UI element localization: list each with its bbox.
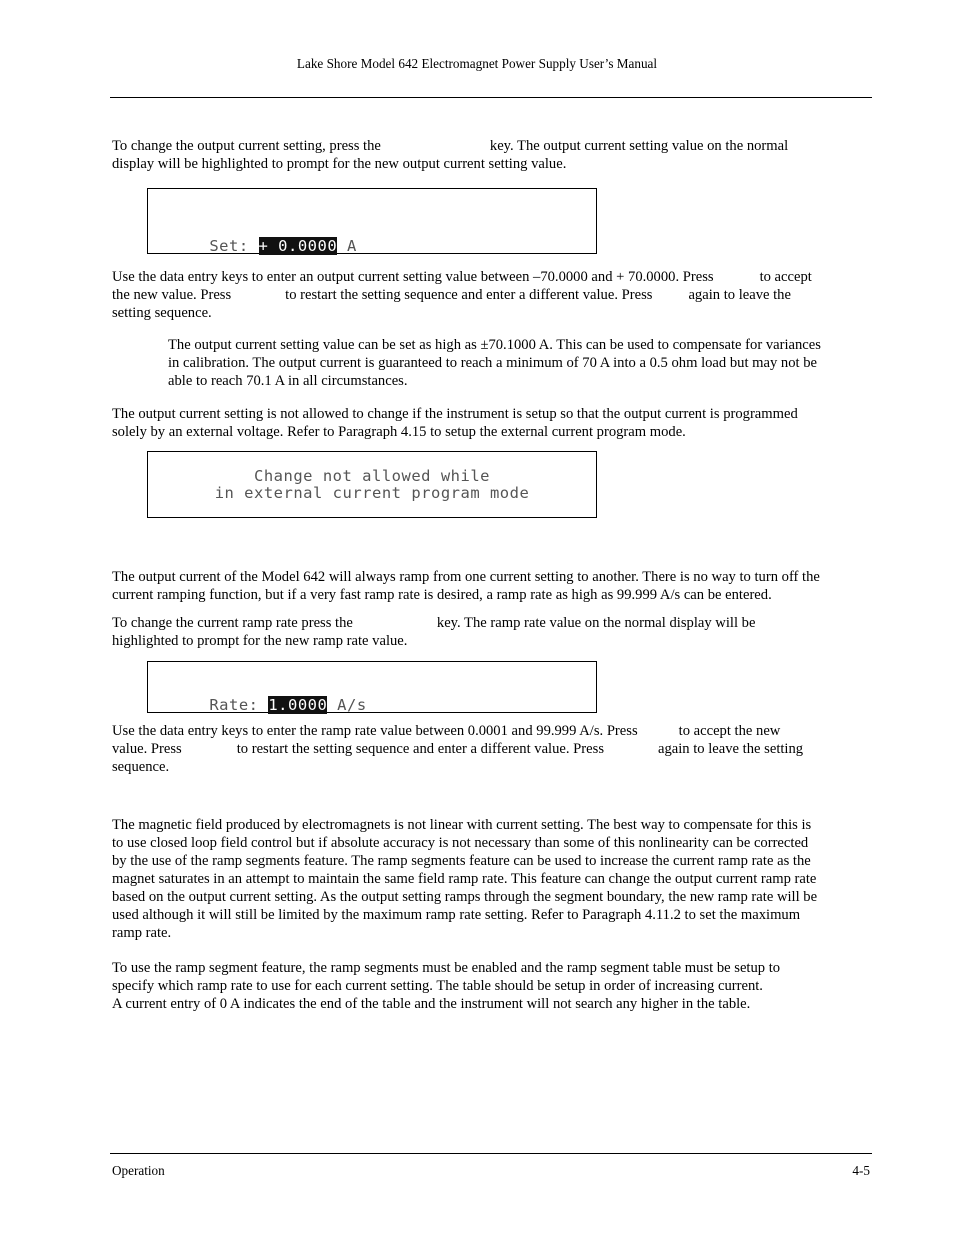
paragraph-data-entry-rate bbox=[112, 722, 872, 776]
text-line: key. The ramp rate value on the normal display will be bbox=[436, 615, 756, 631]
text-line: based on the output current setting. As the output setting ramps through the segment boundary, the new ramp rate will be bbox=[112, 889, 818, 905]
text-line: magnet saturates in an attempt to maintain the same field ramp rate. This feature can change the output current ramp rate bbox=[112, 871, 817, 887]
text-line: To change the output current setting, press the bbox=[112, 138, 381, 154]
text-line: Use the data entry keys to enter an output current setting value between –70.0000 and + 70.0000. Press bbox=[112, 269, 714, 285]
lcd-display-not-allowed bbox=[147, 451, 597, 518]
paragraph-data-entry-current bbox=[112, 268, 872, 322]
text-line: The magnetic field produced by electromagnets is not linear with current setting. The best way to compensate for this is bbox=[112, 817, 812, 833]
footer-section-name: Operation bbox=[112, 1163, 165, 1178]
lcd-label: Rate: bbox=[209, 696, 269, 714]
text-line: to restart the setting sequence and enter a different value. Press bbox=[236, 741, 604, 757]
text-line: The output current of the Model 642 will always ramp from one current setting to another. There is no way to turn off the bbox=[112, 569, 820, 585]
page-header: Lake Shore Model 642 Electromagnet Power Supply User’s Manual bbox=[296, 56, 658, 71]
text-line: used although it will still be limited by the maximum ramp rate setting. Refer to Paragraph 4.11.2 to set the maximum bbox=[112, 907, 801, 923]
lcd-line-1: Change not allowed while bbox=[254, 467, 490, 485]
text-line: To change the current ramp rate press the bbox=[112, 615, 353, 631]
text-line: to accept the new bbox=[678, 723, 781, 739]
paragraph-ramp-segments bbox=[112, 816, 872, 942]
text-line: A current entry of 0 A indicates the end of the table and the instrument will not search any higher in the table. bbox=[112, 996, 751, 1012]
lcd-display-rate bbox=[147, 661, 597, 713]
text-line: solely by an external voltage. Refer to Paragraph 4.15 to setup the external current program mode. bbox=[112, 424, 686, 440]
lcd-highlighted-value: + 0.0000 bbox=[258, 237, 338, 255]
lcd-display-set bbox=[147, 188, 597, 254]
text-line: Use the data entry keys to enter the ramp rate value between 0.0001 and 99.999 A/s. Press bbox=[112, 723, 638, 739]
text-line: specify which ramp rate to use for each current setting. The table should be setup in order of increasing current. bbox=[112, 978, 763, 994]
text-line: again to leave the setting bbox=[658, 741, 804, 757]
paragraph-change-current bbox=[112, 137, 872, 173]
lcd-unit: A bbox=[337, 237, 357, 255]
text-line: to restart the setting sequence and enter a different value. Press bbox=[285, 287, 653, 303]
text-line: The output current setting is not allowed to change if the instrument is setup so that the output current is programmed bbox=[112, 406, 798, 422]
text-line: to accept bbox=[759, 269, 812, 285]
text-line: value. Press bbox=[112, 741, 182, 757]
text-line: current ramping function, but if a very fast ramp rate is desired, a ramp rate as high as 99.999 A/s can be entered. bbox=[112, 587, 772, 603]
paragraph-change-rate bbox=[112, 614, 872, 650]
lcd-highlighted-value: 1.0000 bbox=[268, 696, 328, 714]
lcd-line-2: in external current program mode bbox=[214, 484, 530, 502]
text-line: setting sequence. bbox=[112, 305, 212, 321]
paragraph-external-program bbox=[112, 405, 872, 441]
text-line: in calibration. The output current is guaranteed to reach a minimum of 70 A into a 0.5 ohm load but may not be bbox=[168, 355, 818, 371]
text-line: highlighted to prompt for the new ramp rate value. bbox=[112, 633, 408, 649]
lcd-unit: A/s bbox=[327, 696, 367, 714]
paragraph-segment-table bbox=[112, 959, 872, 1013]
text-line: able to reach 70.1 A in all circumstances. bbox=[168, 373, 408, 389]
footer-rule bbox=[110, 1153, 872, 1154]
text-line: sequence. bbox=[112, 759, 170, 775]
text-line: key. The output current setting value on the normal bbox=[489, 138, 789, 154]
text-line: by the use of the ramp segments feature. The ramp segments feature can be used to increase the current ramp rate as the bbox=[112, 853, 811, 869]
lcd-label: Set: bbox=[209, 237, 259, 255]
text-line: The output current setting value can be set as high as ±70.1000 A. This can be used to compensate for variances bbox=[168, 337, 821, 353]
page-number: 4-5 bbox=[852, 1163, 870, 1178]
header-rule bbox=[110, 97, 872, 98]
paragraph-ramping bbox=[112, 568, 872, 604]
text-line: to use closed loop field control but if absolute accuracy is not necessary than some of this nonlinearity can be corrected bbox=[112, 835, 809, 851]
text-line: To use the ramp segment feature, the ramp segments must be enabled and the ramp segment table must be setup to bbox=[112, 960, 781, 976]
note-current-limit bbox=[168, 336, 873, 390]
text-line: the new value. Press bbox=[112, 287, 232, 303]
text-line: again to leave the bbox=[688, 287, 791, 303]
text-line: display will be highlighted to prompt for the new output current setting value. bbox=[112, 156, 567, 172]
text-line: ramp rate. bbox=[112, 925, 172, 941]
